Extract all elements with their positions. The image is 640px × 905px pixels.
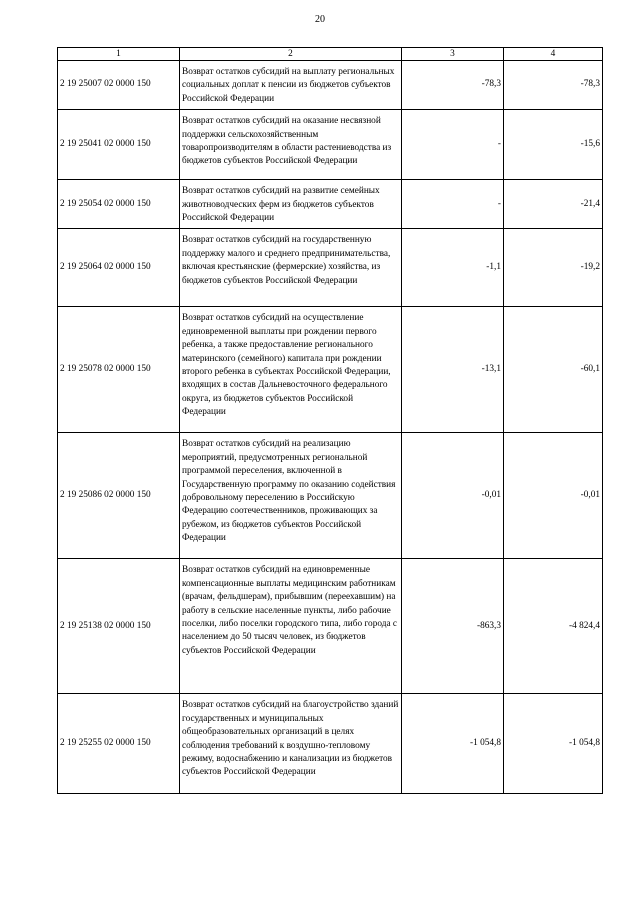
table-row xyxy=(58,61,603,110)
budget-code: 2 19 25086 02 0000 150 xyxy=(58,433,180,559)
value-col3: -0,01 xyxy=(402,433,504,559)
table-row xyxy=(58,307,603,433)
budget-code: 2 19 25138 02 0000 150 xyxy=(58,559,180,694)
budget-code: 2 19 25054 02 0000 150 xyxy=(58,180,180,229)
table-row xyxy=(58,229,603,307)
revenue-name: Возврат остатков субсидий на единовременные компенсационные выплаты медицинским работникам (врачам, фельдшерам), прибывшим (переехавшим) на работу в сельские населенные пункты, либо рабочие поселки, либо поселки городского типа, либо города с населением до 50 тысяч человек, из бюджетов субъектов Российской Федерации xyxy=(180,559,402,694)
header-row xyxy=(58,48,603,61)
value-col4: -60,1 xyxy=(504,307,603,433)
value-col3: -1,1 xyxy=(402,229,504,307)
value-col3: -13,1 xyxy=(402,307,504,433)
table-row xyxy=(58,110,603,180)
column-header-3: 3 xyxy=(402,48,504,61)
value-col3: -863,3 xyxy=(402,559,504,694)
revenue-name: Возврат остатков субсидий на осуществление единовременной выплаты при рождении первого ребенка, а также предоставление регионального материнского (семейного) капитала при рождении второго ребенка в субъектах Российской Федерации, входящих в состав Дальневосточного федерального округа, из бюджетов субъектов Российской Федерации xyxy=(180,307,402,433)
table-row xyxy=(58,559,603,694)
value-col4: -19,2 xyxy=(504,229,603,307)
revenue-name: Возврат остатков субсидий на благоустройство зданий государственных и муниципальных общеобразовательных организаций в целях соблюдения требований к воздушно-тепловому режиму, водоснабжению и канализации из бюджетов субъектов Российской Федерации xyxy=(180,694,402,794)
budget-code: 2 19 25064 02 0000 150 xyxy=(58,229,180,307)
budget-code: 2 19 25041 02 0000 150 xyxy=(58,110,180,180)
budget-table xyxy=(57,47,603,794)
budget-code: 2 19 25007 02 0000 150 xyxy=(58,61,180,110)
revenue-name: Возврат остатков субсидий на выплату региональных социальных доплат к пенсии из бюджетов субъектов Российской Федерации xyxy=(180,61,402,110)
value-col3: -78,3 xyxy=(402,61,504,110)
column-header-2: 2 xyxy=(180,48,402,61)
value-col4: -21,4 xyxy=(504,180,603,229)
table-row xyxy=(58,433,603,559)
revenue-name: Возврат остатков субсидий на развитие семейных животноводческих ферм из бюджетов субъектов Российской Федерации xyxy=(180,180,402,229)
revenue-name: Возврат остатков субсидий на оказание несвязной поддержки сельскохозяйственным товаропроизводителям в области растениеводства из бюджетов субъектов Российской Федерации xyxy=(180,110,402,180)
revenue-name: Возврат остатков субсидий на реализацию мероприятий, предусмотренных региональной программой переселения, включенной в Государственную программу по оказанию содействия добровольному переселению в Российскую Федерацию соотечественников, проживающих за рубежом, из бюджетов субъектов Российской Федерации xyxy=(180,433,402,559)
column-header-4: 4 xyxy=(504,48,603,61)
value-col3: - xyxy=(402,110,504,180)
budget-code: 2 19 25255 02 0000 150 xyxy=(58,694,180,794)
column-header-1: 1 xyxy=(58,48,180,61)
table-row xyxy=(58,180,603,229)
value-col4: -78,3 xyxy=(504,61,603,110)
value-col3: -1 054,8 xyxy=(402,694,504,794)
budget-code: 2 19 25078 02 0000 150 xyxy=(58,307,180,433)
table-row xyxy=(58,694,603,794)
value-col3: - xyxy=(402,180,504,229)
value-col4: -4 824,4 xyxy=(504,559,603,694)
value-col4: -0,01 xyxy=(504,433,603,559)
value-col4: -1 054,8 xyxy=(504,694,603,794)
revenue-name: Возврат остатков субсидий на государственную поддержку малого и среднего предпринимательства, включая крестьянские (фермерские) хозяйства, из бюджетов субъектов Российской Федерации xyxy=(180,229,402,307)
value-col4: -15,6 xyxy=(504,110,603,180)
page-number: 20 xyxy=(315,14,325,25)
